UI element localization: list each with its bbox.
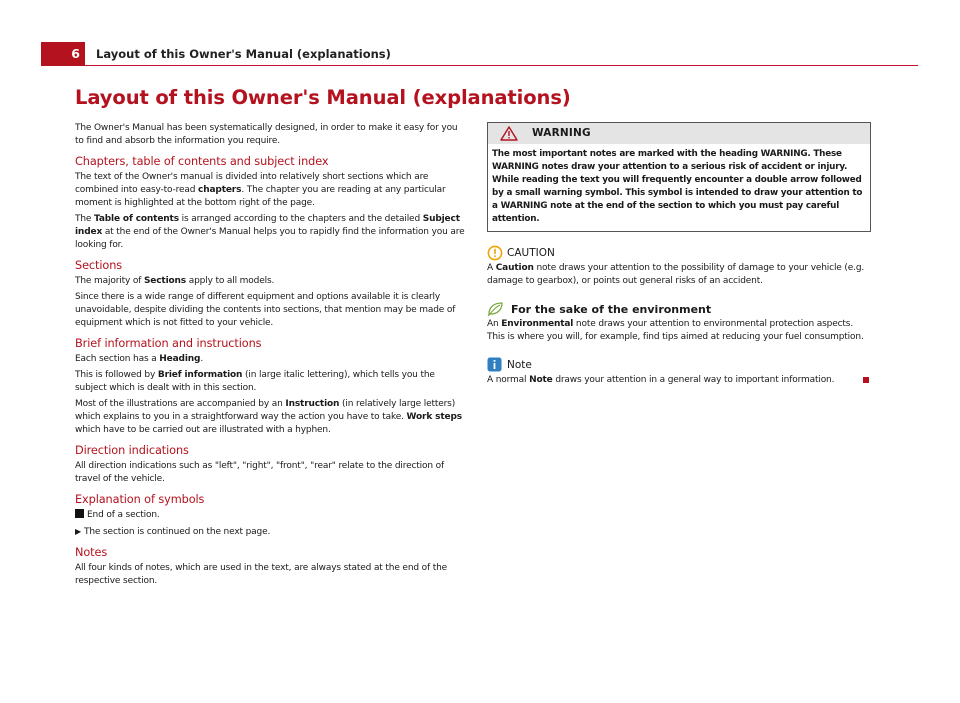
notes-heading: Notes <box>75 546 108 559</box>
right-column <box>487 122 871 387</box>
bold-term: Caution <box>495 263 534 273</box>
continued-arrow-icon: ▶ <box>75 527 82 536</box>
warning-triangle-icon <box>500 126 518 145</box>
notes-paragraph: All four kinds of notes, which are used in the text, are always stated at the end of the respective section. <box>75 563 448 586</box>
sections-paragraph-2: Since there is a wide range of different equipment and options available it is clearly unavoidable, despite dividing the contents into sections, that mention may be made of equipment which is not fitted to your vehicle. <box>75 292 456 328</box>
text-run: The majority of <box>75 276 144 286</box>
caution-title: CAUTION <box>507 247 555 259</box>
running-header-title: Layout of this Owner's Manual (explanations) <box>96 47 391 61</box>
text-run: (in large italic lettering), which tells you the subject which is dealt with in this section. <box>75 370 435 393</box>
bold-term: Subject index <box>75 214 460 237</box>
bold-term: Table of contents <box>94 214 179 224</box>
continued-symbol-line <box>75 525 467 539</box>
sections-heading: Sections <box>75 259 123 272</box>
caution-circle-icon <box>487 245 503 265</box>
brief-paragraph-3 <box>75 398 467 437</box>
caution-block <box>487 245 871 288</box>
chapters-paragraph <box>75 171 467 210</box>
page-number: 6 <box>41 42 85 66</box>
end-square-icon <box>863 377 869 383</box>
text-run: (in relatively large letters) which explains to you in a straightforward way the action you have to take. <box>75 399 456 422</box>
warning-text: The most important notes are marked with the heading WARNING. These WARNING notes draw your attention to a serious risk of accident or injury. While reading the text you will frequently encounter a double arrow followed by a small warning symbol. This symbol is intended to draw your attention to a WARNING note at the end of the section to which you must pay careful attention. <box>492 149 863 224</box>
text-run: note draws your attention to the possibility of damage to your vehicle (e.g. damage to gearbox), or points out general risks of an accident. <box>487 263 865 286</box>
text-run: . The chapter you are reading at any particular moment is highlighted at the bottom right of the page. <box>75 185 446 208</box>
text-run: apply to all models. <box>186 276 275 286</box>
intro-paragraph: The Owner's Manual has been systematically designed, in order to make it easy for you to find and absorb the information you require. <box>75 123 458 146</box>
bold-term: Brief information <box>157 370 243 380</box>
brief-paragraph-2 <box>75 369 467 395</box>
environment-text <box>487 318 871 344</box>
text-run: draws your attention in a general way to important information. <box>552 375 835 385</box>
bold-term: chapters <box>198 185 242 195</box>
left-column <box>75 122 467 588</box>
warning-body <box>488 144 870 231</box>
bold-term: Environmental <box>501 319 574 329</box>
warning-title: WARNING <box>532 127 591 139</box>
text-run: The <box>75 214 94 224</box>
symbols-heading: Explanation of symbols <box>75 493 205 506</box>
leaf-icon <box>487 301 505 321</box>
brief-paragraph-1 <box>75 353 467 366</box>
direction-paragraph: All direction indications such as "left", "right", "front", "rear" relate to the direction of travel of the vehicle. <box>75 461 445 484</box>
text-run: which have to be carried out are illustrated with a hyphen. <box>75 425 331 435</box>
note-block <box>487 357 871 387</box>
bold-term: Sections <box>143 276 187 286</box>
text-run: A normal <box>487 375 530 385</box>
text-run: An <box>487 319 502 329</box>
warning-box <box>487 122 871 232</box>
caution-text <box>487 262 871 288</box>
text-run: A <box>487 263 496 273</box>
text-run: The text of the Owner's manual is divided into relatively short sections which are combined into easy-to-read <box>75 172 429 195</box>
chapters-heading: Chapters, table of contents and subject index <box>75 155 329 168</box>
environment-block <box>487 301 871 344</box>
text-run: at the end of the Owner's Manual helps you to rapidly find the information you are looking for. <box>75 227 465 250</box>
toc-paragraph <box>75 213 467 252</box>
environment-header <box>487 301 871 318</box>
page-header <box>41 42 918 66</box>
bold-term: Heading <box>159 354 201 364</box>
sections-paragraph-1 <box>75 275 467 288</box>
end-of-section-symbol-line <box>75 509 467 522</box>
bold-term: Instruction <box>285 399 340 409</box>
note-header <box>487 357 871 374</box>
text-run: This is followed by <box>75 370 158 380</box>
caution-header <box>487 245 871 262</box>
brief-heading: Brief information and instructions <box>75 337 262 350</box>
environment-title: For the sake of the environment <box>511 303 712 316</box>
text-run: The section is continued on the next page. <box>84 527 271 537</box>
text-run: note draws your attention to environmental protection aspects. This is where you will, for example, find tips aimed at reducing your fuel consumption. <box>487 319 864 342</box>
note-text <box>487 374 871 387</box>
bold-term: Note <box>529 375 553 385</box>
note-title: Note <box>507 359 532 371</box>
warning-header <box>488 123 870 144</box>
text-run: . <box>200 354 204 364</box>
header-rule <box>85 65 918 66</box>
end-square-icon <box>75 509 84 518</box>
page-title: Layout of this Owner's Manual (explanations) <box>75 86 571 109</box>
text-run: Most of the illustrations are accompanied by an <box>75 399 286 409</box>
direction-heading: Direction indications <box>75 444 189 457</box>
text-run: is arranged according to the chapters and the detailed <box>178 214 423 224</box>
bold-term: Work steps <box>406 412 462 422</box>
text-run: End of a section. <box>87 510 160 520</box>
text-run: Each section has a <box>75 354 160 364</box>
